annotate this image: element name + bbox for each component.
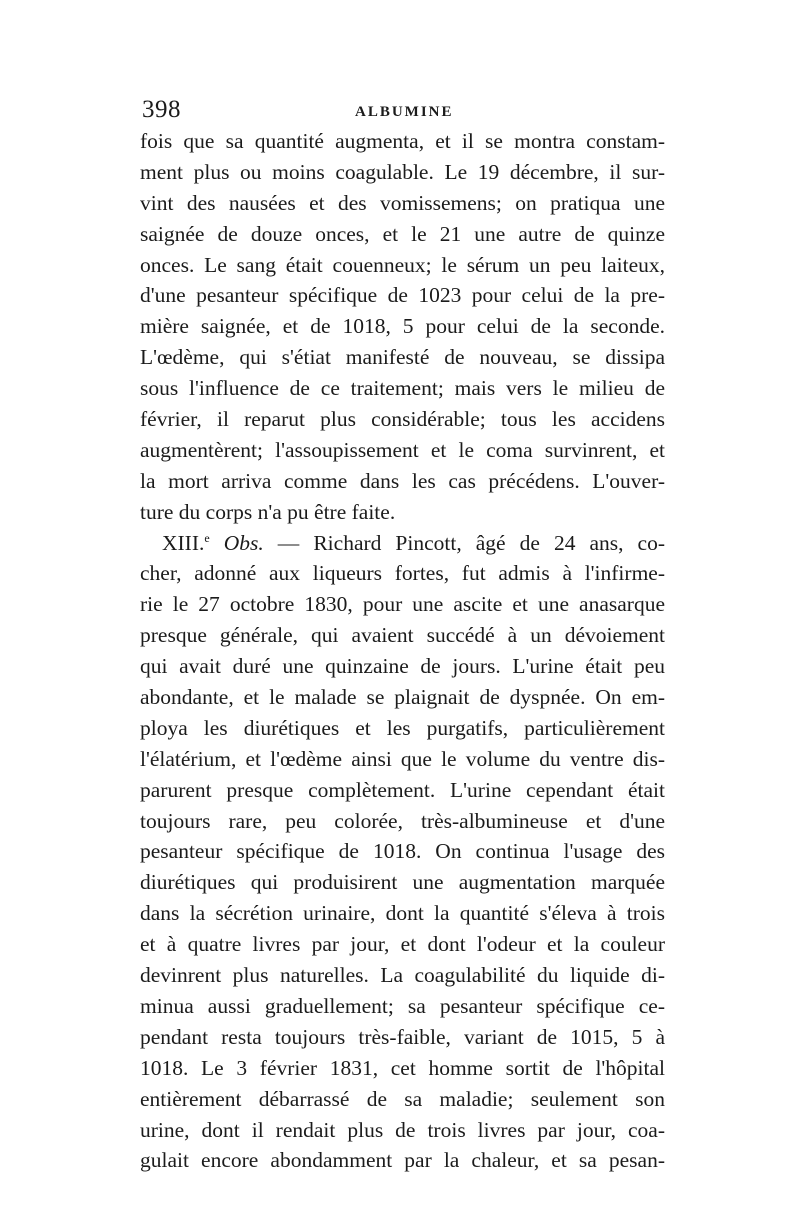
text-line: ploya les diurétiques et les purgatifs, particulièrement — [140, 715, 665, 740]
observation-number: XIII. — [162, 530, 205, 555]
text-line: 1018. Le 3 février 1831, cet homme sortit de l'hôpital — [140, 1055, 665, 1080]
text-line: pendant resta toujours très-faible, variant de 1015, 5 à — [140, 1024, 665, 1049]
text-line: diurétiques qui produisirent une augmentation marquée — [140, 870, 665, 895]
running-head: ALBUMINE — [355, 104, 454, 120]
text-line: fois que sa quantité augmenta, et il se montra constam- — [140, 129, 665, 153]
text-line: sous l'influence de ce traitement; mais vers le milieu de — [140, 376, 665, 401]
text-line: onces. Le sang était couenneux; le sérum un peu laiteux, — [140, 252, 665, 277]
observation-intro: — Richard Pincott, âgé de 24 ans, co- — [263, 530, 665, 555]
text-line: rie le 27 octobre 1830, pour une ascite et une anasarque — [140, 592, 665, 617]
text-line: parurent presque complètement. L'urine cependant était — [140, 777, 665, 802]
text-line: et à quatre livres par jour, et dont l'odeur et la couleur — [140, 932, 665, 957]
text-line: d'une pesanteur spécifique de 1023 pour celui de la pre- — [140, 283, 665, 308]
text-line: augmentèrent; l'assoupissement et le coma survinrent, et — [140, 437, 665, 462]
text-line: qui avait duré une quinzaine de jours. L'urine était peu — [140, 654, 665, 679]
text-line: minua aussi graduellement; sa pesanteur spécifique ce- — [140, 993, 665, 1018]
page-number: 398 — [142, 96, 181, 123]
text-line: presque générale, qui avaient succédé à un dévoiement — [140, 623, 665, 648]
text-line: ture du corps n'a pu être faite. — [140, 499, 396, 524]
text-line: dans la sécrétion urinaire, dont la quantité s'éleva à trois — [140, 901, 665, 926]
text-line: toujours rare, peu colorée, très-albumineuse et d'une — [140, 808, 665, 833]
observation-superscript: e — [204, 530, 210, 545]
text-line: mière saignée, et de 1018, 5 pour celui de la seconde. — [140, 314, 665, 339]
text-line: la mort arriva comme dans les cas précédens. L'ouver- — [140, 468, 665, 493]
body-text — [140, 126, 665, 1176]
text-line: urine, dont il rendait plus de trois livres par jour, coa- — [140, 1117, 665, 1142]
text-line: L'œdème, qui s'étiat manifesté de nouveau, se dissipa — [140, 345, 665, 370]
observation-label: Obs. — [223, 530, 264, 555]
text-line: abondante, et le malade se plaignait de dyspnée. On em- — [140, 685, 665, 710]
text-line: devinrent plus naturelles. La coagulabilité du liquide di- — [140, 963, 665, 988]
observation-heading — [140, 528, 665, 559]
text-line: saignée de douze onces, et le 21 une autre de quinze — [140, 221, 665, 246]
text-line: l'élatérium, et l'œdème ainsi que le volume du ventre dis- — [140, 746, 665, 771]
text-line: gulait encore abondamment par la chaleur, et sa pesan- — [140, 1148, 665, 1173]
text-line: février, il reparut plus considérable; tous les accidens — [140, 407, 665, 432]
text-line: ment plus ou moins coagulable. Le 19 décembre, il sur- — [140, 159, 665, 184]
text-line: pesanteur spécifique de 1018. On continua l'usage des — [140, 839, 665, 864]
text-line: entièrement débarrassé de sa maladie; seulement son — [140, 1086, 665, 1111]
text-line: cher, adonné aux liqueurs fortes, fut admis à l'infirme- — [140, 561, 665, 586]
text-line: vint des nausées et des vomissemens; on pratiqua une — [140, 190, 665, 215]
